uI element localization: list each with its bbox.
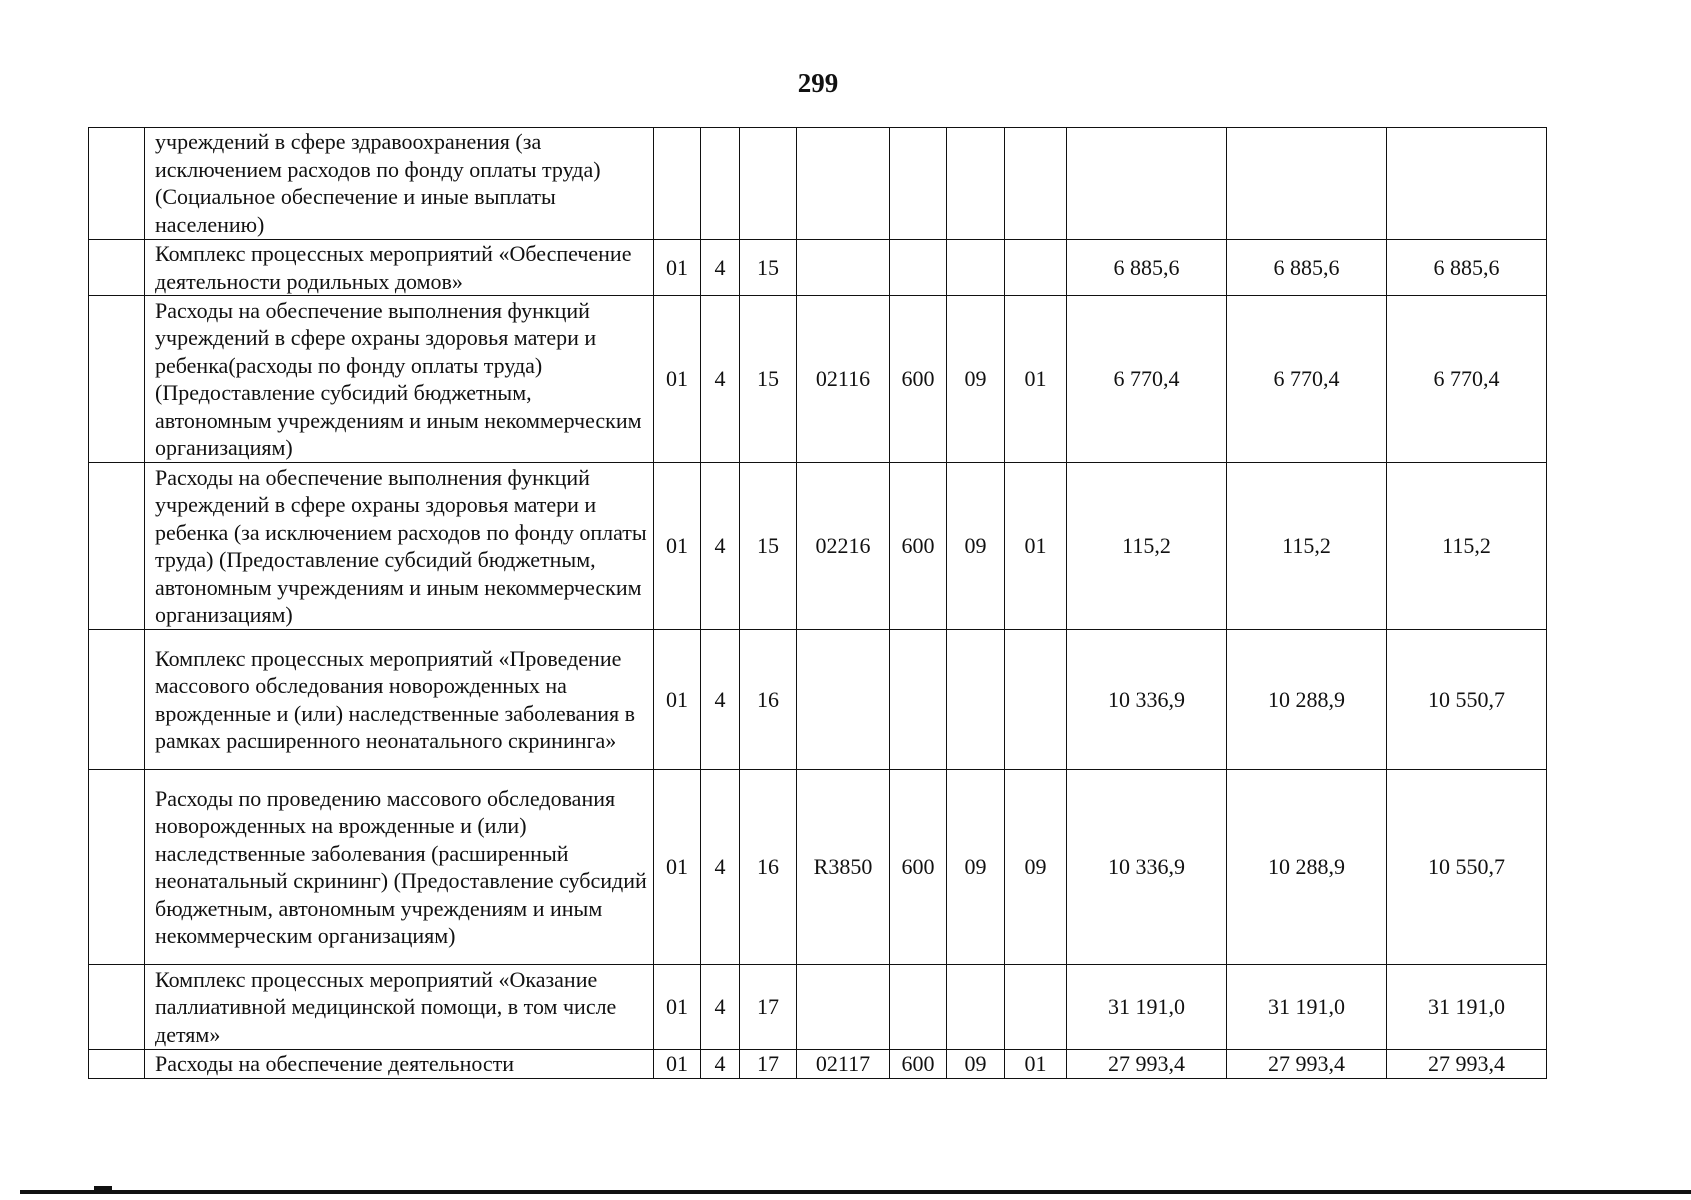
dir-code-cell — [797, 240, 890, 296]
pp-code-cell: 4 — [701, 965, 740, 1050]
year1-amount-cell: 115,2 — [1067, 463, 1227, 630]
pr-code-cell: 09 — [1005, 770, 1067, 965]
year1-amount-cell: 10 336,9 — [1067, 630, 1227, 770]
gp-code-cell: 01 — [654, 630, 701, 770]
year3-amount-cell: 6 770,4 — [1387, 296, 1547, 463]
year3-amount-cell: 10 550,7 — [1387, 770, 1547, 965]
year2-amount-cell: 6 770,4 — [1227, 296, 1387, 463]
vr-code-cell — [890, 240, 947, 296]
pp-code-cell: 4 — [701, 1050, 740, 1079]
vr-code-cell — [890, 630, 947, 770]
pr-code-cell — [1005, 128, 1067, 240]
row-index-cell — [89, 630, 145, 770]
year2-amount-cell: 10 288,9 — [1227, 630, 1387, 770]
st-code-cell: 15 — [740, 240, 797, 296]
pp-code-cell: 4 — [701, 240, 740, 296]
pr-code-cell — [1005, 965, 1067, 1050]
gp-code-cell: 01 — [654, 770, 701, 965]
row-name-cell: Расходы на обеспечение выполнения функций учреждений в сфере охраны здоровья матери и ребенка (за исключением расходов по фонду оплаты труда) (Предоставление субсидий бюджетным, автономным учреждениям и иным некоммерческим организациям) — [145, 463, 654, 630]
year3-amount-cell: 115,2 — [1387, 463, 1547, 630]
page-number: 299 — [797, 68, 839, 98]
year1-amount-cell: 27 993,4 — [1067, 1050, 1227, 1079]
pp-code-cell: 4 — [701, 770, 740, 965]
year3-amount-cell: 6 885,6 — [1387, 240, 1547, 296]
row-index-cell — [89, 128, 145, 240]
row-name-cell: Комплекс процессных мероприятий «Оказание паллиативной медицинской помощи, в том числе детям» — [145, 965, 654, 1050]
year2-amount-cell: 10 288,9 — [1227, 770, 1387, 965]
st-code-cell: 15 — [740, 463, 797, 630]
rz-code-cell — [947, 128, 1005, 240]
table-row — [89, 630, 1547, 770]
dir-code-cell: 02216 — [797, 463, 890, 630]
year1-amount-cell: 10 336,9 — [1067, 770, 1227, 965]
pp-code-cell: 4 — [701, 296, 740, 463]
year2-amount-cell: 27 993,4 — [1227, 1050, 1387, 1079]
year1-amount-cell — [1067, 128, 1227, 240]
year2-amount-cell: 115,2 — [1227, 463, 1387, 630]
year3-amount-cell: 31 191,0 — [1387, 965, 1547, 1050]
table-row — [89, 1050, 1547, 1079]
year2-amount-cell — [1227, 128, 1387, 240]
rz-code-cell: 09 — [947, 770, 1005, 965]
year3-amount-cell — [1387, 128, 1547, 240]
row-name-cell: Расходы на обеспечение деятельности — [145, 1050, 654, 1079]
st-code-cell: 16 — [740, 630, 797, 770]
rz-code-cell — [947, 240, 1005, 296]
row-index-cell — [89, 296, 145, 463]
st-code-cell: 16 — [740, 770, 797, 965]
gp-code-cell — [654, 128, 701, 240]
vr-code-cell — [890, 965, 947, 1050]
row-index-cell — [89, 1050, 145, 1079]
pr-code-cell — [1005, 240, 1067, 296]
year1-amount-cell: 6 885,6 — [1067, 240, 1227, 296]
rz-code-cell: 09 — [947, 1050, 1005, 1079]
vr-code-cell: 600 — [890, 463, 947, 630]
year1-amount-cell: 31 191,0 — [1067, 965, 1227, 1050]
st-code-cell: 17 — [740, 1050, 797, 1079]
pr-code-cell — [1005, 630, 1067, 770]
dir-code-cell — [797, 128, 890, 240]
vr-code-cell: 600 — [890, 296, 947, 463]
row-name-cell: Расходы на обеспечение выполнения функций учреждений в сфере охраны здоровья матери и ребенка(расходы по фонду оплаты труда) (Предоставление субсидий бюджетным, автономным учреждениям и иным некоммерческим организациям) — [145, 296, 654, 463]
row-name-cell: учреждений в сфере здравоохранения (за исключением расходов по фонду оплаты труда) (Социальное обеспечение и иные выплаты населению) — [145, 128, 654, 240]
table-row — [89, 128, 1547, 240]
pp-code-cell — [701, 128, 740, 240]
vr-code-cell: 600 — [890, 770, 947, 965]
row-name-cell: Комплекс процессных мероприятий «Обеспечение деятельности родильных домов» — [145, 240, 654, 296]
rz-code-cell: 09 — [947, 463, 1005, 630]
table-row — [89, 463, 1547, 630]
rz-code-cell — [947, 630, 1005, 770]
vr-code-cell: 600 — [890, 1050, 947, 1079]
dir-code-cell — [797, 630, 890, 770]
rz-code-cell: 09 — [947, 296, 1005, 463]
scan-mark — [94, 1186, 112, 1191]
vr-code-cell — [890, 128, 947, 240]
row-index-cell — [89, 965, 145, 1050]
rz-code-cell — [947, 965, 1005, 1050]
st-code-cell: 15 — [740, 296, 797, 463]
year3-amount-cell: 10 550,7 — [1387, 630, 1547, 770]
year3-amount-cell: 27 993,4 — [1387, 1050, 1547, 1079]
gp-code-cell: 01 — [654, 1050, 701, 1079]
gp-code-cell: 01 — [654, 240, 701, 296]
st-code-cell: 17 — [740, 965, 797, 1050]
pp-code-cell: 4 — [701, 463, 740, 630]
table-row — [89, 296, 1547, 463]
pr-code-cell: 01 — [1005, 463, 1067, 630]
gp-code-cell: 01 — [654, 965, 701, 1050]
pr-code-cell: 01 — [1005, 1050, 1067, 1079]
pr-code-cell: 01 — [1005, 296, 1067, 463]
row-index-cell — [89, 770, 145, 965]
pp-code-cell: 4 — [701, 630, 740, 770]
table-row — [89, 240, 1547, 296]
row-name-cell: Комплекс процессных мероприятий «Проведение массового обследования новорожденных на врожденные и (или) наследственные заболевания в рамках расширенного неонатального скрининга» — [145, 630, 654, 770]
dir-code-cell — [797, 965, 890, 1050]
table-row — [89, 965, 1547, 1050]
year2-amount-cell: 6 885,6 — [1227, 240, 1387, 296]
gp-code-cell: 01 — [654, 463, 701, 630]
gp-code-cell: 01 — [654, 296, 701, 463]
budget-table — [88, 127, 1547, 1079]
row-index-cell — [89, 240, 145, 296]
bottom-rule-divider — [20, 1190, 1691, 1194]
st-code-cell — [740, 128, 797, 240]
dir-code-cell: R3850 — [797, 770, 890, 965]
dir-code-cell: 02116 — [797, 296, 890, 463]
year2-amount-cell: 31 191,0 — [1227, 965, 1387, 1050]
year1-amount-cell: 6 770,4 — [1067, 296, 1227, 463]
dir-code-cell: 02117 — [797, 1050, 890, 1079]
table-row — [89, 770, 1547, 965]
row-index-cell — [89, 463, 145, 630]
row-name-cell: Расходы по проведению массового обследования новорожденных на врожденные и (или) наследственные заболевания (расширенный неонатальный скрининг) (Предоставление субсидий бюджетным, автономным учреждениям и иным некоммерческим организациям) — [145, 770, 654, 965]
